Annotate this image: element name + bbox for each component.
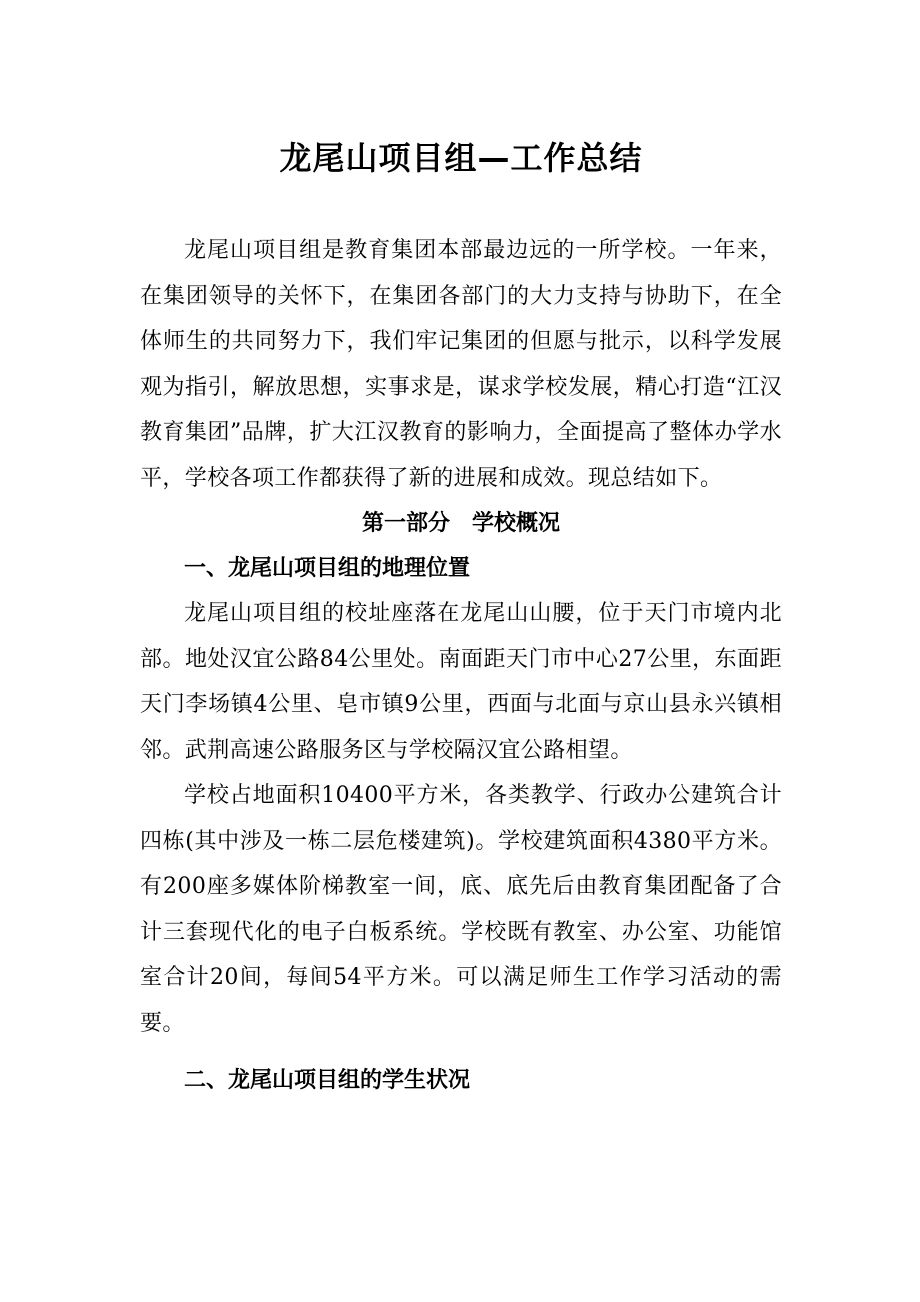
document-title: 龙尾山项目组—工作总结 — [279, 139, 643, 177]
intro-paragraph: 龙尾山项目组是教育集团本部最边远的一所学校。一年来，在集团领导的关怀下，在集团各部门的大力支持与协助下，在全体师生的共同努力下，我们牢记集团的但愿与批示，以科学发展观为指引，解放思想，实事求是，谋求学校发展，精心打造“江汉教育集团”品牌，扩大江汉教育的影响力，全面提高了整体办学水平，学校各项工作都获得了新的进展和成效。现总结如下。 — [140, 238, 782, 491]
section-heading-students: 二、龙尾山项目组的学生状况 — [184, 1068, 471, 1093]
section-heading-location: 一、龙尾山项目组的地理位置 — [184, 556, 471, 581]
campus-paragraph: 学校占地面积10400平方米，各类教学、行政办公建筑合计四栋(其中涉及一栋二层危楼建筑)。学校建筑面积4380平方米。有200座多媒体阶梯教室一间，底、底先后由教育集团配备了合计三套现代化的电子白板系统。学校既有教室、办公室、功能馆室合计20间，每间54平方米。可以满足师生工作学习活动的需要。 — [140, 783, 782, 1036]
location-paragraph: 龙尾山项目组的校址座落在龙尾山山腰，位于天门市境内北部。地处汉宜公路84公里处。南面距天门市中心27公里，东面距天门李场镇4公里、皂市镇9公里，西面与北面与京山县永兴镇相邻。武荆高速公路服务区与学校隔汉宜公路相望。 — [140, 601, 782, 763]
part-heading: 第一部分 学校概况 — [361, 511, 560, 536]
document-body — [140, 128, 782, 1103]
